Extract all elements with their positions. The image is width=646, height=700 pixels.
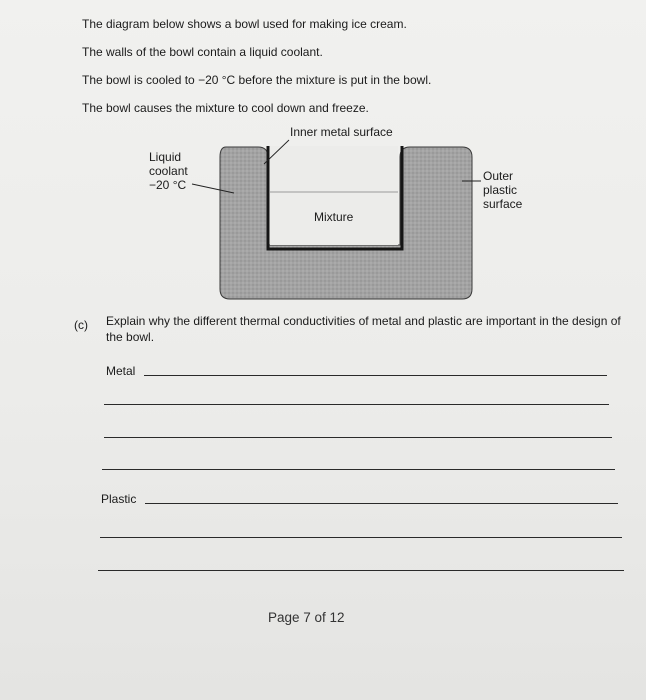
outer-plastic-label-1: Outer	[483, 169, 514, 183]
intro-line-2: The walls of the bowl contain a liquid coolant.	[82, 45, 323, 59]
question-letter: (c)	[74, 318, 88, 332]
answer-line[interactable]	[100, 537, 622, 538]
plastic-answer-line[interactable]	[145, 503, 618, 504]
bowl-cavity	[270, 146, 398, 245]
page-number: Page 7 of 12	[268, 610, 345, 625]
mixture-label: Mixture	[314, 210, 354, 224]
bowl-diagram	[0, 0, 646, 310]
metal-label: Metal	[106, 364, 136, 378]
answer-line[interactable]	[104, 437, 612, 438]
answer-line[interactable]	[102, 469, 615, 470]
coolant-label-3: −20 °C	[149, 178, 187, 192]
answer-line[interactable]	[104, 404, 609, 405]
intro-line-1: The diagram below shows a bowl used for making ice cream.	[82, 17, 407, 31]
coolant-label-2: coolant	[149, 164, 188, 178]
metal-answer-line[interactable]	[144, 375, 607, 376]
inner-metal-label: Inner metal surface	[290, 125, 393, 139]
intro-line-3: The bowl is cooled to −20 °C before the mixture is put in the bowl.	[82, 73, 432, 87]
plastic-label: Plastic	[101, 492, 137, 506]
outer-plastic-label-3: surface	[483, 197, 523, 211]
outer-plastic-label-2: plastic	[483, 183, 518, 197]
coolant-label-1: Liquid	[149, 150, 182, 164]
intro-line-4: The bowl causes the mixture to cool down and freeze.	[82, 101, 369, 115]
answer-line[interactable]	[98, 570, 624, 571]
question-text: Explain why the different thermal conductivities of metal and plastic are important in the design of the bowl.	[106, 314, 621, 344]
